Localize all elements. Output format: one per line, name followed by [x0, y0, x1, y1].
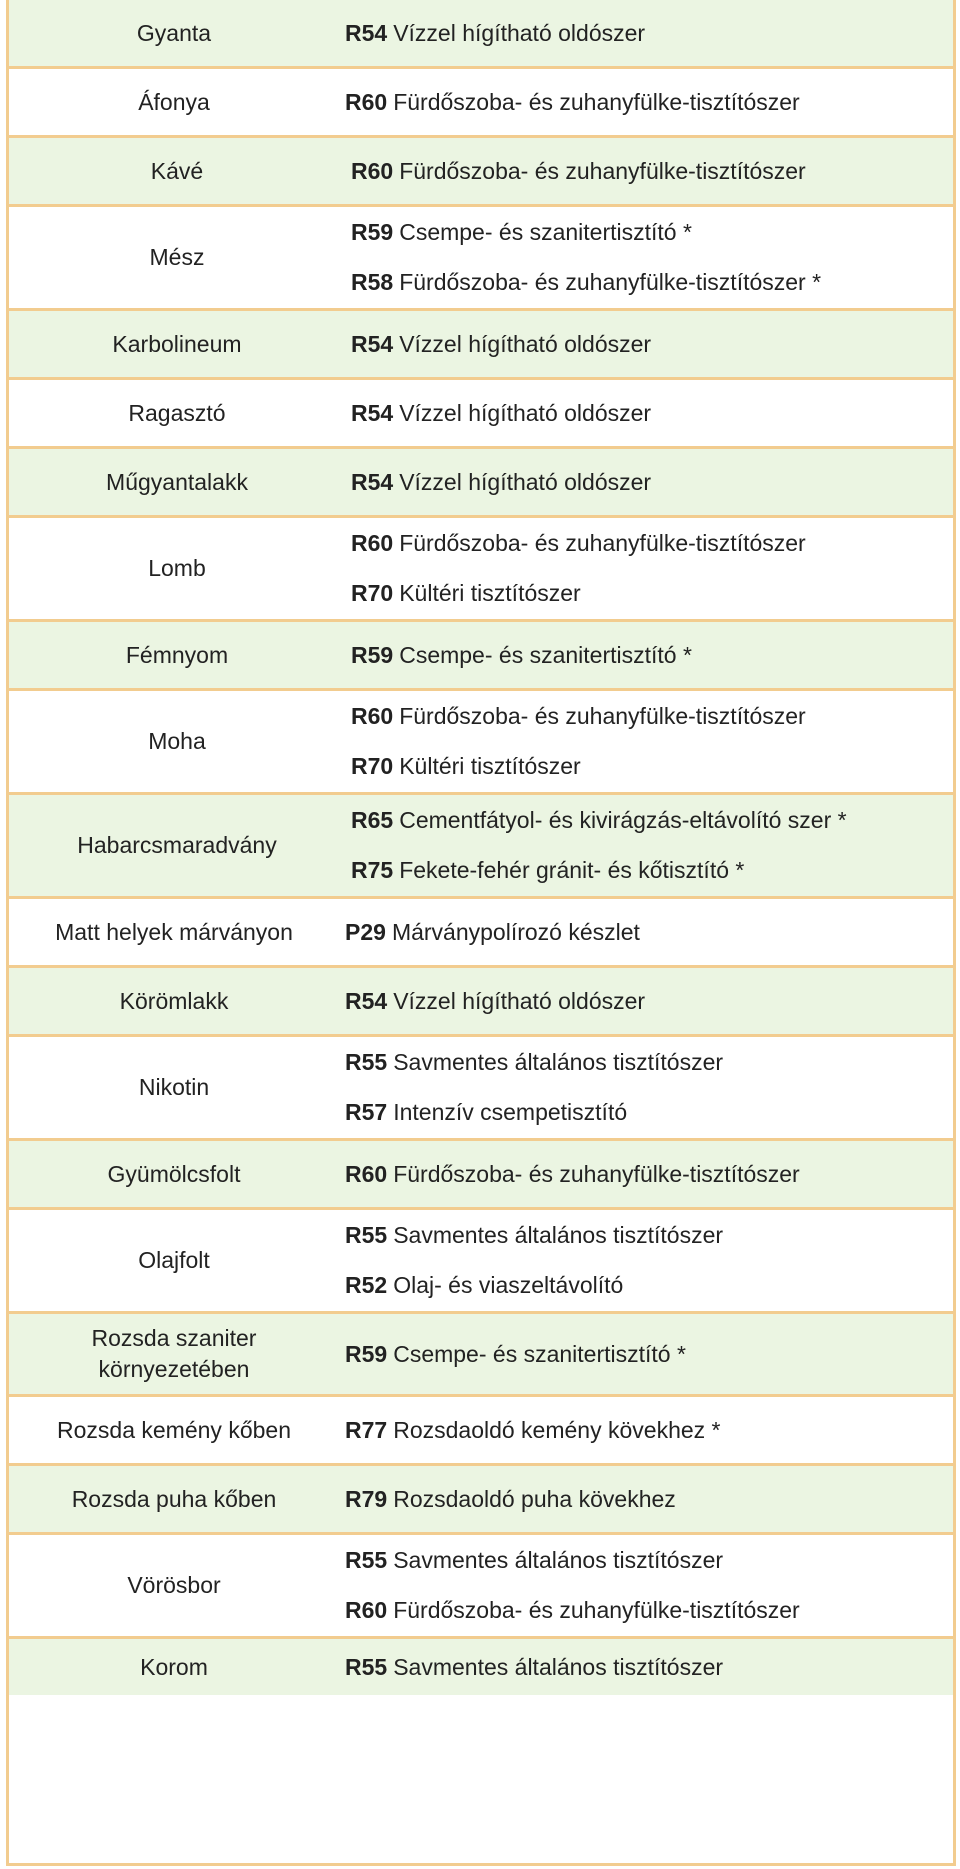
product-name: Cementfátyol- és kivirágzás-eltávolító szer *: [399, 806, 847, 833]
product-list: [345, 518, 953, 619]
product-list: [339, 1397, 953, 1463]
table-row: [9, 311, 953, 380]
product-name: Csempe- és szanitertisztító *: [399, 641, 692, 668]
product-name: Savmentes általános tisztítószer: [393, 1221, 724, 1248]
product-entry: [345, 1146, 953, 1202]
product-name: Intenzív csempetisztító: [393, 1099, 628, 1126]
product-entry: [345, 973, 953, 1029]
product-code: R54: [351, 468, 394, 495]
product-entry: [351, 518, 953, 569]
stain-name: Rozsda puha kőben: [71, 1485, 277, 1512]
table-row: [9, 1397, 953, 1466]
table-row: [9, 691, 953, 795]
product-entry: [345, 1586, 953, 1637]
product-list: [339, 1141, 953, 1207]
product-code: R77: [345, 1416, 388, 1443]
table-row: [9, 518, 953, 622]
product-name: Vízzel hígítható oldószer: [399, 399, 652, 426]
product-name: Fürdőszoba- és zuhanyfülke-tisztítószer: [393, 1597, 800, 1624]
product-list: [339, 1639, 953, 1695]
product-name: Vízzel hígítható oldószer: [399, 330, 652, 357]
stain-name: Áfonya: [138, 88, 210, 115]
product-list: [339, 1314, 953, 1394]
stain-name: Műgyantalakk: [106, 468, 248, 495]
product-entry: [351, 316, 953, 372]
product-name: Rozsdaoldó kemény kövekhez *: [393, 1416, 721, 1443]
product-entry: [345, 1402, 953, 1458]
product-list: [339, 968, 953, 1034]
product-list: [339, 69, 953, 135]
product-code: R70: [351, 580, 394, 607]
product-entry: [345, 1326, 953, 1382]
product-code: R79: [345, 1485, 388, 1512]
product-code: R58: [351, 269, 394, 296]
product-entry: [345, 74, 953, 130]
product-list: [345, 449, 953, 515]
product-list: [345, 311, 953, 377]
stain-name: Vörösbor: [127, 1572, 221, 1598]
stain-name: Körömlakk: [119, 987, 229, 1014]
product-code: R75: [351, 857, 394, 884]
product-entry: [345, 1261, 953, 1312]
stain-name: Rozsda szaniter környezetében: [91, 1325, 257, 1382]
product-list: [339, 899, 953, 965]
stain-name: Kávé: [150, 157, 204, 184]
product-code: R59: [351, 641, 394, 668]
product-entry: [345, 1088, 953, 1139]
product-code: R65: [351, 806, 394, 833]
product-entry: [351, 846, 953, 897]
product-list: [339, 1037, 953, 1138]
product-entry: [345, 1639, 953, 1695]
product-code: R55: [345, 1221, 388, 1248]
product-name: Kültéri tisztítószer: [399, 753, 581, 780]
table-row: [9, 207, 953, 311]
stain-name: Mész: [149, 244, 205, 270]
product-name: Fekete-fehér gránit- és kőtisztító *: [399, 857, 745, 884]
product-code: P29: [345, 918, 386, 945]
product-code: R70: [351, 753, 394, 780]
table-row: [9, 1535, 953, 1639]
table-row: [9, 69, 953, 138]
stain-name: Moha: [148, 728, 206, 754]
product-name: Vízzel hígítható oldószer: [399, 468, 652, 495]
product-list: [339, 1535, 953, 1636]
stain-name: Korom: [140, 1653, 208, 1680]
stain-name: Ragasztó: [128, 399, 226, 426]
product-entry: [351, 143, 953, 199]
product-name: Fürdőszoba- és zuhanyfülke-tisztítószer: [399, 529, 806, 556]
product-code: R55: [345, 1048, 388, 1075]
product-name: Csempe- és szanitertisztító *: [393, 1340, 686, 1367]
product-code: R55: [345, 1546, 388, 1573]
product-code: R60: [345, 1160, 388, 1187]
product-name: Savmentes általános tisztítószer: [393, 1546, 724, 1573]
product-name: Savmentes általános tisztítószer: [393, 1048, 724, 1075]
product-code: R60: [351, 157, 394, 184]
table-row: [9, 0, 953, 69]
product-entry: [351, 207, 953, 258]
table-row: [9, 138, 953, 207]
product-list: [345, 138, 953, 204]
product-entry: [345, 904, 953, 960]
product-name: Fürdőszoba- és zuhanyfülke-tisztítószer: [399, 702, 806, 729]
product-code: R60: [345, 1597, 388, 1624]
table-row: [9, 1466, 953, 1535]
product-entry: [351, 691, 953, 742]
product-code: R55: [345, 1653, 388, 1680]
table-row: [9, 795, 953, 899]
product-name: Vízzel hígítható oldószer: [393, 19, 646, 46]
table-row: [9, 968, 953, 1037]
product-code: R54: [351, 330, 394, 357]
product-name: Savmentes általános tisztítószer: [393, 1653, 724, 1680]
product-name: Fürdőszoba- és zuhanyfülke-tisztítószer: [393, 88, 800, 115]
product-list: [345, 207, 953, 308]
table-row: [9, 1037, 953, 1141]
product-name: Rozsdaoldó puha kövekhez: [393, 1485, 676, 1512]
table-row: [9, 1141, 953, 1210]
product-name: Kültéri tisztítószer: [399, 580, 581, 607]
product-code: R57: [345, 1099, 388, 1126]
product-entry: [345, 1210, 953, 1261]
stain-name: Gyümölcsfolt: [107, 1160, 241, 1187]
product-list: [345, 622, 953, 688]
stain-name: Habarcsmaradvány: [77, 832, 277, 858]
product-name: Olaj- és viaszeltávolító: [393, 1272, 624, 1299]
product-code: R60: [345, 88, 388, 115]
table-row: [9, 449, 953, 518]
product-code: R59: [345, 1340, 388, 1367]
stain-name: Fémnyom: [125, 641, 229, 668]
product-code: R54: [351, 399, 394, 426]
table-row: [9, 622, 953, 691]
product-list: [345, 691, 953, 792]
product-entry: [351, 258, 953, 309]
product-list: [339, 1466, 953, 1532]
table-row: [9, 1210, 953, 1314]
product-name: Fürdőszoba- és zuhanyfülke-tisztítószer *: [399, 269, 822, 296]
product-name: Vízzel hígítható oldószer: [393, 987, 646, 1014]
product-entry: [345, 5, 953, 61]
product-entry: [345, 1535, 953, 1586]
product-code: R60: [351, 529, 394, 556]
product-name: Fürdőszoba- és zuhanyfülke-tisztítószer: [399, 157, 806, 184]
product-entry: [351, 454, 953, 510]
product-entry: [351, 627, 953, 683]
table-row: [9, 380, 953, 449]
stain-name: Karbolineum: [112, 330, 242, 357]
product-code: R59: [351, 218, 394, 245]
product-name: Fürdőszoba- és zuhanyfülke-tisztítószer: [393, 1160, 800, 1187]
stain-name: Olajfolt: [138, 1247, 210, 1273]
table-row: [9, 899, 953, 968]
product-entry: [351, 795, 953, 846]
product-entry: [351, 569, 953, 620]
stain-name: Matt helyek márványon: [55, 918, 293, 945]
product-list: [345, 380, 953, 446]
stain-name: Gyanta: [136, 19, 212, 46]
product-list: [339, 1210, 953, 1311]
product-name: Márványpolírozó készlet: [391, 918, 640, 945]
product-list: [345, 795, 953, 896]
product-code: R54: [345, 987, 388, 1014]
product-entry: [351, 742, 953, 793]
product-code: R52: [345, 1272, 388, 1299]
table-row: [9, 1639, 953, 1695]
stain-name: Rozsda kemény kőben: [57, 1416, 291, 1443]
product-entry: [345, 1037, 953, 1088]
table-row: [9, 1314, 953, 1397]
product-entry: [345, 1471, 953, 1527]
product-code: R54: [345, 19, 388, 46]
stain-name: Lomb: [148, 555, 206, 581]
product-entry: [351, 385, 953, 441]
product-list: [339, 0, 953, 66]
stain-remover-table: [6, 0, 956, 1866]
product-code: R60: [351, 702, 394, 729]
product-name: Csempe- és szanitertisztító *: [399, 218, 692, 245]
stain-name: Nikotin: [138, 1074, 210, 1100]
